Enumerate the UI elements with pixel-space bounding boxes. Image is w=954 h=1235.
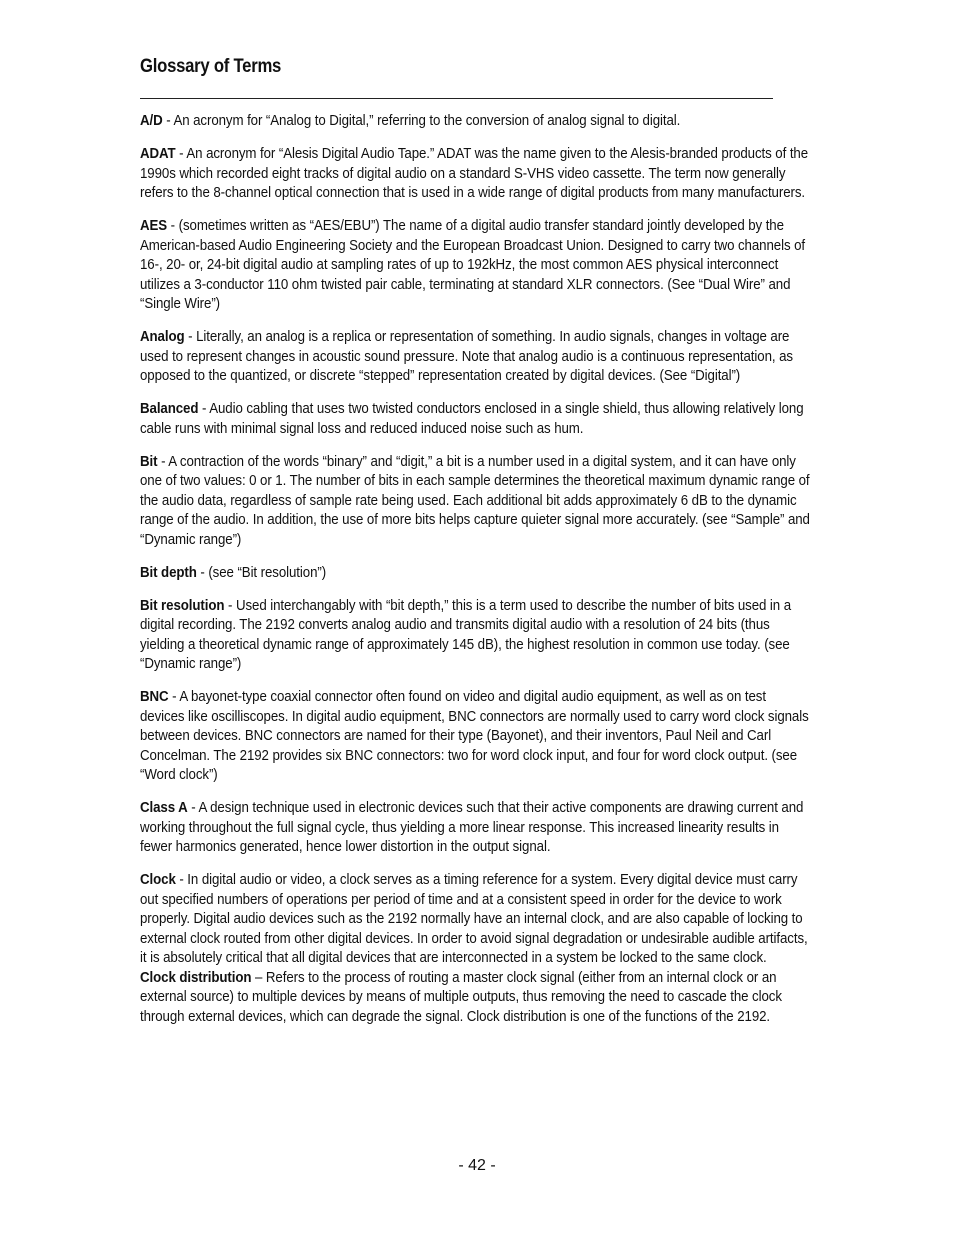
term-separator: - bbox=[168, 688, 180, 705]
glossary-definition: An acronym for “Alesis Digital Audio Tape.” ADAT was the name given to the Alesis-branded products of the 1990s which recorded eight tracks of digital audio on a standard S-VHS video cassette. The term now generally refers to the 8-channel optical connection that is used in a wide range of digital products from many manufacturers. bbox=[140, 145, 809, 201]
glossary-term: Bit depth bbox=[140, 563, 197, 581]
term-separator: - bbox=[198, 400, 210, 417]
glossary-definition: (see “Bit resolution”) bbox=[208, 563, 327, 581]
term-separator: - bbox=[167, 217, 179, 234]
glossary-list bbox=[140, 111, 814, 1040]
glossary-term: AES bbox=[140, 217, 168, 234]
glossary-entry-balanced bbox=[140, 399, 814, 438]
glossary-definition: A bayonet-type coaxial connector often found on video and digital audio equipment, as well as on test devices like oscilliscopes. In digital audio equipment, BNC connectors are normally used to carry word clock signals between devices. BNC connectors are named for their type (Bayonet), and their inventors, Paul Neil and Carl Concelman. The 2192 provides six BNC connectors: two for word clock input, and four for word clock output. (see “Word clock”) bbox=[140, 688, 809, 783]
glossary-definition: A design technique used in electronic devices such that their active components are drawing current and working throughout the full signal cycle, thus yielding a more linear response. This increased linearity results in fewer harmonics generated, hence lower distortion in the output signal. bbox=[140, 799, 804, 855]
glossary-definition: A contraction of the words “binary” and “digit,” a bit is a number used in a digital system, and it can have only one of two values: 0 or 1. The number of bits in each sample determines the theoretical maximum dynamic range of the audio data, regardless of sample rate being used. Each additional bit adds approximately 6 dB to the dynamic range of the audio. In addition, the use of more bits helps capture quieter signal more accurately. (see “Sample” and “Dynamic range”) bbox=[140, 452, 810, 548]
glossary-definition: Used interchangably with “bit depth,” this is a term used to describe the number of bits used in a digital recording. The 2192 converts analog audio and transmits digital audio with a resolution of 24 bits (thus yielding a theoretical dynamic range of approximately 145 dB), the highest resolution in common use today. (see “Dynamic range”) bbox=[140, 596, 792, 672]
glossary-entry-bit bbox=[140, 452, 814, 550]
term-separator: - bbox=[224, 596, 236, 614]
glossary-term: Clock distribution bbox=[140, 968, 252, 986]
glossary-definition: Audio cabling that uses two twisted conductors enclosed in a single shield, thus allowing relatively long cable runs with minimal signal loss and reduced induced noise such as hum. bbox=[140, 400, 804, 437]
page-number: - 42 - bbox=[458, 1157, 496, 1174]
glossary-entry-bit-resolution bbox=[140, 596, 814, 674]
glossary-entry-class-a bbox=[140, 798, 814, 857]
page-title: Glossary of Terms bbox=[140, 56, 282, 77]
term-separator: - bbox=[175, 145, 187, 162]
glossary-definition: An acronym for “Analog to Digital,” referring to the conversion of analog signal to digital. bbox=[173, 112, 681, 129]
glossary-entry-bit-depth bbox=[140, 563, 814, 583]
title-divider bbox=[140, 98, 773, 99]
term-separator: – bbox=[251, 968, 266, 986]
glossary-term: Balanced bbox=[140, 400, 199, 417]
glossary-term: Clock bbox=[140, 871, 176, 888]
term-separator: - bbox=[184, 328, 197, 345]
glossary-term: ADAT bbox=[140, 145, 176, 162]
term-separator: - bbox=[175, 871, 188, 888]
glossary-entry-analog bbox=[140, 327, 814, 386]
glossary-term: Bit resolution bbox=[140, 596, 225, 614]
glossary-term: A/D bbox=[140, 112, 163, 129]
glossary-entry-aes bbox=[140, 216, 814, 314]
term-separator: - bbox=[196, 563, 209, 581]
glossary-entry-a-d bbox=[140, 111, 814, 131]
glossary-definition: (sometimes written as “AES/EBU”) The name of a digital audio transfer standard jointly developed by the American-based Audio Engineering Society and the European Broadcast Union. Designed to carry two channels of 16-, 20- or, 24-bit digital audio at sampling rates of up to 192kHz, the most common AES physical interconnect utilizes a 3-conductor 110 ohm twisted pair cable, terminating at standard XLR connectors. (See “Dual Wire” and “Single Wire”) bbox=[140, 217, 806, 312]
glossary-term: Bit bbox=[140, 452, 158, 470]
glossary-definition: Refers to the process of routing a master clock signal (either from an internal clock or an external source) to multiple devices by means of multiple outputs, thus removing the need to cascade the clock through external devices, which can degrade the signal. Clock distribution is one of the functions of the 2192. bbox=[140, 968, 782, 1025]
term-separator: - bbox=[157, 452, 169, 470]
term-separator: - bbox=[187, 799, 199, 816]
glossary-entry-adat bbox=[140, 144, 814, 203]
glossary-term: Class A bbox=[140, 799, 188, 816]
glossary-entry-clock bbox=[140, 870, 814, 968]
glossary-term: BNC bbox=[140, 688, 169, 705]
term-separator: - bbox=[162, 112, 174, 129]
glossary-entry-bnc bbox=[140, 687, 814, 785]
glossary-definition: Literally, an analog is a replica or representation of something. In audio signals, changes in voltage are used to represent changes in acoustic sound pressure. Note that analog audio is a continuous representation, as opposed to the quantized, or discrete “stepped” representation created by digital devices. (See “Digital”) bbox=[140, 328, 793, 384]
glossary-entry-clock-distribution bbox=[140, 968, 814, 1027]
glossary-definition: In digital audio or video, a clock serves as a timing reference for a system. Every digital device must carry out specified numbers of operations per period of time and at a consistent speed in order for the device to work properly. Digital audio devices such as the 2192 normally have an internal clock, and are also capable of locking to external clock routed from other digital devices. In order to avoid signal degradation or undesirable audible artifacts, it is absolutely critical that all digital devices that are interconnected in a system be locked to the same clock. bbox=[140, 871, 808, 966]
glossary-term: Analog bbox=[140, 328, 185, 345]
